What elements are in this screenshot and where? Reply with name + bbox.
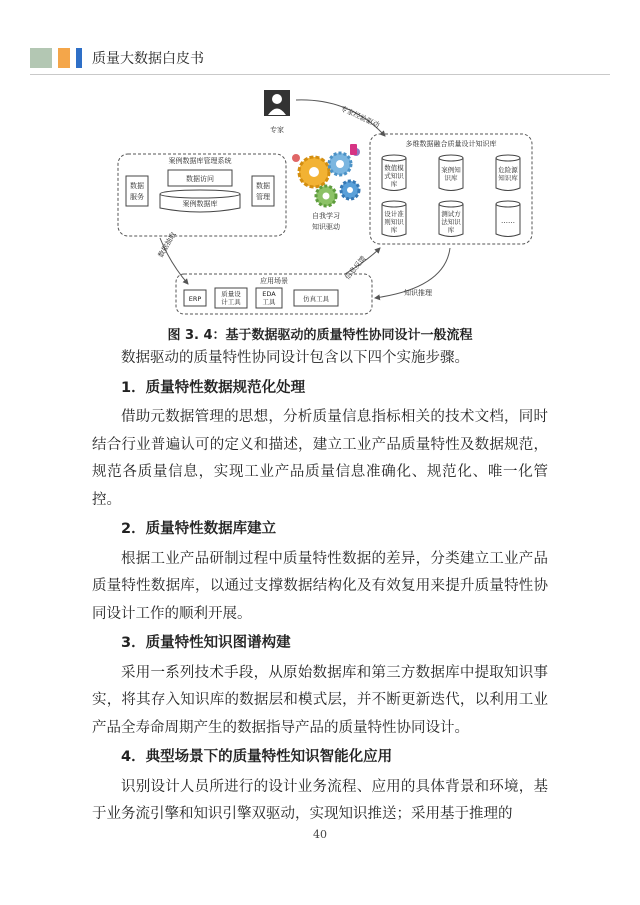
self-learning-line1: 自我学习	[312, 212, 340, 220]
kb-item-text: 识库	[444, 174, 458, 182]
data-service-line1: 数据	[130, 182, 144, 190]
expert-icon	[264, 90, 290, 116]
data-service-line2: 服务	[130, 193, 144, 201]
process-diagram	[100, 88, 540, 318]
section-2-paragraph: 根据工业产品研制过程中质量特性数据的差异，分类建立工业产品质量特性数据库，以通过支撑数据结构化及有效复用来提升质量特性协同设计工作的顺利开展。	[92, 550, 548, 622]
kb-item-text: 则知识	[384, 218, 404, 226]
data-access-label: 数据访问	[186, 175, 214, 183]
kb-item-text: ……	[501, 217, 515, 225]
header-decor-blue	[76, 48, 82, 68]
header-rule	[30, 74, 610, 75]
kb-item-text: 测试方	[441, 210, 461, 218]
expert-drive-label: 专家经验驱动	[339, 104, 381, 130]
case-system-title: 案例数据库管理系统	[168, 157, 232, 165]
data-extract-label: 数据抽取	[156, 230, 178, 259]
data-manage-box	[252, 176, 274, 206]
kb-item-text: 库	[390, 226, 398, 234]
section-4-paragraph: 识别设计人员所进行的设计业务流程、应用的具体背景和环境，基于业务流引擎和知识引擎双驱动，实现知识推送；采用基于推理的	[92, 778, 548, 822]
kb-item-text: 案例知	[441, 166, 461, 174]
section-4-heading: 4．典型场景下的质量特性知识智能化应用	[121, 749, 393, 765]
header-title: 质量大数据白皮书	[92, 51, 204, 67]
app-item-text: 工具	[262, 298, 276, 306]
kb-item-text: 危险源	[498, 166, 518, 174]
kb-item-text: 数值模	[384, 164, 404, 172]
app-item-text: 仿真工具	[303, 295, 329, 303]
figure-caption: 图 3. 4：基于数据驱动的质量特性协同设计一般流程	[167, 328, 473, 343]
app-item-text: 计工具	[221, 298, 241, 306]
running-header	[30, 44, 204, 72]
case-db-label: 案例数据库	[182, 200, 218, 208]
data-manage-line1: 数据	[256, 182, 270, 190]
kb-item-text: 法知识	[441, 218, 461, 226]
section-1-paragraph: 借助元数据管理的思想，分析质量信息指标相关的技术文档，同时结合行业普遍认可的定义和描述，建立工业产品质量特性及数据规范，规范各质量信息，实现工业产品质量信息准确化、规范化、唯一化管控。	[92, 409, 548, 508]
data-service-box	[126, 176, 148, 206]
section-1-heading: 1．质量特性数据规范化处理	[121, 379, 306, 396]
section-2-heading: 2．质量特性数据库建立	[121, 521, 277, 537]
info-feedback-label: 信息反馈	[343, 254, 368, 282]
kb-item-text: 设计准	[384, 210, 404, 218]
data-manage-line2: 管理	[256, 193, 270, 201]
app-scene-title: 应用场景	[260, 277, 288, 285]
kb-item-text: 库	[390, 180, 398, 188]
page-number: 40	[313, 828, 327, 841]
kb-item-text: 式知识	[384, 172, 404, 180]
section-3-heading: 3．质量特性知识图谱构建	[121, 635, 291, 651]
section-3-paragraph: 采用一系列技术手段，从原始数据库和第三方数据库中提取知识事实，将其存入知识库的数据层和模式层，并不断更新迭代，以利用工业产品全寿命周期产生的数据指导产品的质量特性协同设计。	[92, 664, 548, 736]
app-item-text: EDA	[262, 290, 276, 298]
body-text	[92, 345, 548, 829]
header-decor-orange	[58, 48, 70, 68]
app-item-text: ERP	[188, 295, 202, 303]
intro-paragraph: 数据驱动的质量特性协同设计包含以下四个实施步骤。	[121, 350, 469, 366]
kb-item-text: 知识库	[498, 174, 518, 182]
header-decor-green	[30, 48, 52, 68]
self-learning-line2: 知识驱动	[312, 223, 340, 231]
app-item-text: 质量设	[221, 290, 241, 298]
knowledge-push-label: 知识推理	[404, 289, 432, 297]
gears-icon	[292, 144, 360, 206]
knowledge-base-title: 多维数据融合质量设计知识库	[405, 140, 497, 148]
expert-label: 专家	[270, 126, 284, 134]
kb-item-text: 库	[447, 226, 455, 234]
